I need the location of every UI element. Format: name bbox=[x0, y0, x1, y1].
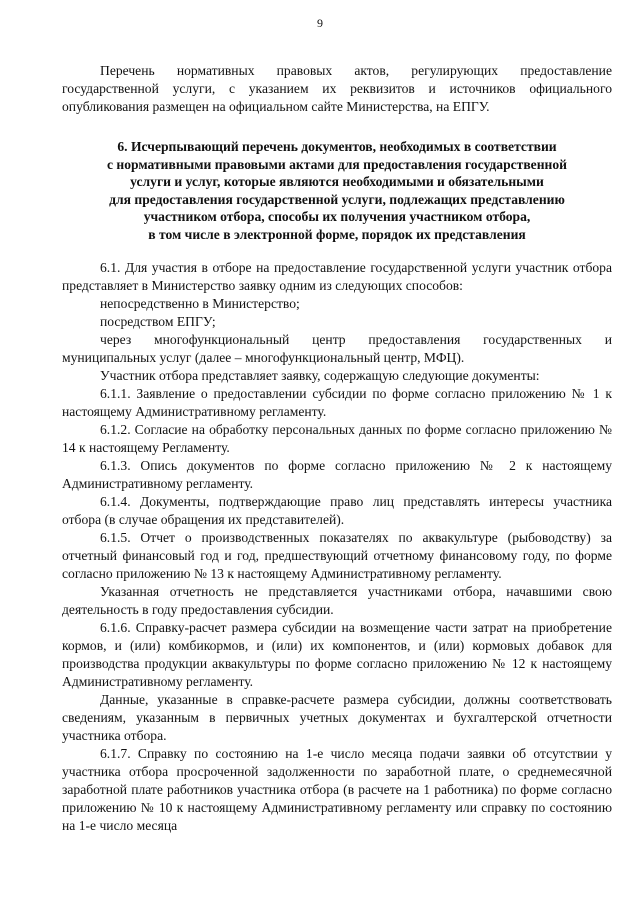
heading-line: для предоставления государственной услуги, подлежащих представлению bbox=[109, 191, 565, 207]
submission-way-mfc: через многофункциональный центр предоставления государственных и муниципальных услуг (далее – многофункциональный центр, МФЦ). bbox=[62, 332, 612, 365]
heading-line: 6. Исчерпывающий перечень документов, необходимых в соответствии bbox=[117, 139, 557, 154]
submission-way-direct: непосредственно в Министерство; bbox=[100, 296, 300, 311]
paragraph-6-1-7: 6.1.7. Справку по состоянию на 1-е число месяца подачи заявки об отсутствии у участника отбора просроченной задолженности по заработной плате, о среднемесячной заработной плате работников участника отбора (в расчете на 1 работника) по форме согласно приложению № 10 к настоящему Административному регламенту или справку по состоянию на 1-е число месяца bbox=[62, 746, 612, 833]
heading-line: в том числе в электронной форме, порядок их представления bbox=[148, 226, 526, 242]
documents-intro: Участник отбора представляет заявку, содержащую следующие документы: bbox=[100, 368, 540, 383]
paragraph-6-1-2: 6.1.2. Согласие на обработку персональных данных по форме согласно приложению № 14 к настоящему Регламенту. bbox=[62, 422, 612, 455]
paragraph-6-1-6: 6.1.6. Справку-расчет размера субсидии на возмещение части затрат на приобретение кормов, и (или) комбикормов, и (или) их компонентов, и (или) кормовых добавок для производства продукции аквакультуры по форме согласно приложению № 12 к настоящему Административному регламенту. bbox=[62, 620, 612, 689]
page-number: 9 bbox=[317, 16, 323, 30]
heading-line: участником отбора, способы их получения участником отбора, bbox=[143, 209, 531, 224]
paragraph-6-1-5: 6.1.5. Отчет о производственных показателях по аквакультуре (рыбоводству) за отчетный финансовый год и год, предшествующий отчетному финансовому году, по форме согласно приложению № 13 к настоящему Административному регламенту. bbox=[62, 530, 612, 581]
intro-paragraph: Перечень нормативных правовых актов, регулирующих предоставление государственной услуги, с указанием их реквизитов и источников официального опубликования размещен на официальном сайте Министерства, на ЕПГУ. bbox=[62, 63, 612, 114]
paragraph-6-1-1: 6.1.1. Заявление о предоставлении субсидии по форме согласно приложению № 1 к настоящему Административному регламенту. bbox=[62, 386, 612, 419]
paragraph-6-1: 6.1. Для участия в отборе на предоставление государственной услуги участник отбора представляет в Министерство заявку одним из следующих способов: bbox=[62, 260, 612, 293]
report-note: Указанная отчетность не представляется участниками отбора, начавшими свою деятельность в году предоставления субсидии. bbox=[62, 584, 612, 617]
paragraph-6-1-4: 6.1.4. Документы, подтверждающие право лиц представлять интересы участника отбора (в случае обращения их представителей). bbox=[62, 494, 612, 527]
document-body bbox=[62, 62, 612, 835]
submission-way-epgu: посредством ЕПГУ; bbox=[100, 314, 216, 329]
heading-line: услуги и услуг, которые являются необходимыми и обязательными bbox=[130, 174, 544, 189]
heading-line: с нормативными правовыми актами для предоставления государственной bbox=[106, 156, 568, 172]
paragraph-6-1-3: 6.1.3. Опись документов по форме согласно приложению № 2 к настоящему Административному регламенту. bbox=[62, 458, 612, 491]
section-heading bbox=[62, 138, 612, 243]
calculation-note: Данные, указанные в справке-расчете размера субсидии, должны соответствовать сведениям, указанным в первичных учетных документах и бухгалтерской отчетности участника отбора. bbox=[62, 692, 612, 743]
